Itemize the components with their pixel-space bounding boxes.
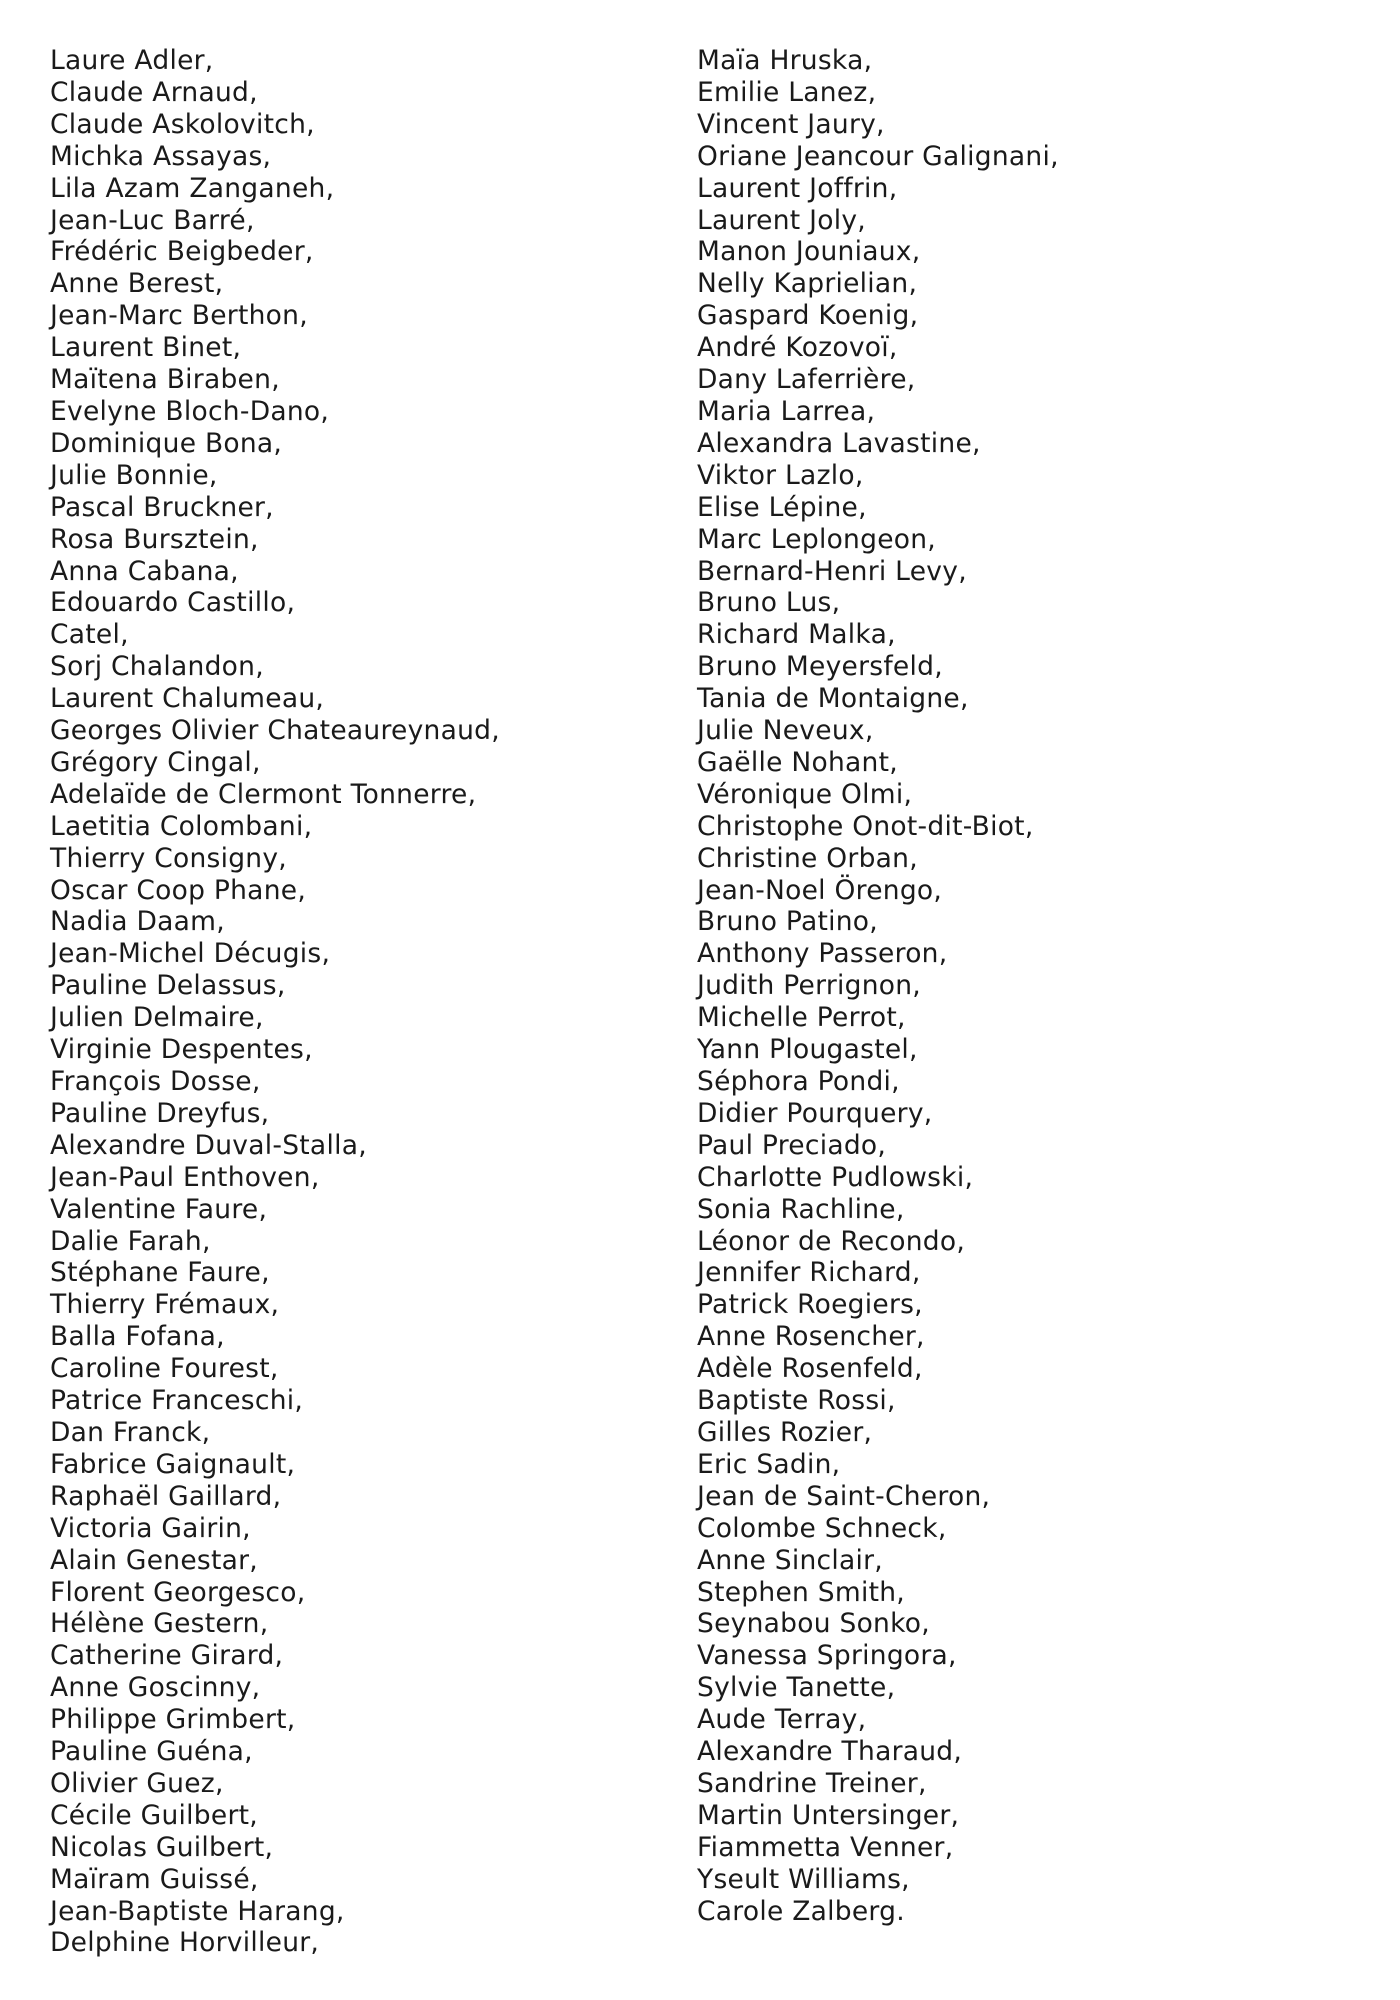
signatory-entry: Florent Georgesco, xyxy=(50,1576,306,1608)
signatory-entry: Yseult Williams, xyxy=(697,1863,910,1895)
signatory-entry: Marc Leplongeon, xyxy=(697,523,937,555)
signatory-entry: Maïram Guissé, xyxy=(50,1863,259,1895)
signatory-entry: Christophe Onot-dit-Biot, xyxy=(697,810,1034,842)
signatory-entry: Victoria Gairin, xyxy=(50,1512,251,1544)
signatory-entry: Jean-Luc Barré, xyxy=(50,204,255,236)
signatory-entry: Maria Larrea, xyxy=(697,395,876,427)
signatory-entry: Paul Preciado, xyxy=(697,1129,887,1161)
signatory-entry: Alexandre Duval-Stalla, xyxy=(50,1129,367,1161)
signatory-entry: Michelle Perrot, xyxy=(697,1002,906,1034)
signatory-entry: Lila Azam Zanganeh, xyxy=(50,172,335,204)
signatory-entry: Catel, xyxy=(50,619,129,651)
signatory-entry: Véronique Olmi, xyxy=(697,778,913,810)
signatory-entry: Charlotte Pudlowski, xyxy=(697,1161,974,1193)
signatory-entry: Laurent Chalumeau, xyxy=(50,683,325,715)
signatory-entry: Aude Terray, xyxy=(697,1704,867,1736)
signatory-entry: Laurent Binet, xyxy=(50,332,242,364)
signatory-entry: Evelyne Bloch-Dano, xyxy=(50,395,330,427)
signatory-entry: Jean-Baptiste Harang, xyxy=(50,1895,345,1927)
signatory-column-left xyxy=(0,45,650,1959)
signatory-entry: Dalie Farah, xyxy=(50,1225,211,1257)
signatory-entry: Maïa Hruska, xyxy=(697,45,873,76)
signatory-entry: Oscar Coop Phane, xyxy=(50,874,307,906)
signatory-entry: Fabrice Gaignault, xyxy=(50,1448,296,1480)
signatory-entry: Dan Franck, xyxy=(50,1416,211,1448)
signatory-entry: Martin Untersinger, xyxy=(697,1799,960,1831)
signatory-entry: Alain Genestar, xyxy=(50,1544,258,1576)
signatory-entry: Pauline Dreyfus, xyxy=(50,1097,270,1129)
signatory-entry: Adèle Rosenfeld, xyxy=(697,1353,923,1385)
signatory-entry: Hélène Gestern, xyxy=(50,1608,269,1640)
signatory-entry: Claude Askolovitch, xyxy=(50,108,315,140)
signatory-entry: Bernard-Henri Levy, xyxy=(697,555,967,587)
signatory-entry: Anne Berest, xyxy=(50,268,224,300)
signatory-entry: Gaspard Koenig, xyxy=(697,300,919,332)
signatory-entry: Nicolas Guilbert, xyxy=(50,1831,274,1863)
signatory-entry: Georges Olivier Chateaureynaud, xyxy=(50,715,500,747)
signatory-column-right xyxy=(650,45,1400,1927)
signatory-entry: Eric Sadin, xyxy=(697,1448,841,1480)
signatory-entry: Virginie Despentes, xyxy=(50,1034,313,1066)
signatory-entry: Caroline Fourest, xyxy=(50,1353,279,1385)
signatory-entry: Anne Sinclair, xyxy=(697,1544,883,1576)
signatory-entry: Pascal Bruckner, xyxy=(50,491,274,523)
signatory-entry: Michka Assayas, xyxy=(50,140,272,172)
signatory-entry: Grégory Cingal, xyxy=(50,746,261,778)
signatory-entry: Anna Cabana, xyxy=(50,555,239,587)
signatory-entry: Sonia Rachline, xyxy=(697,1193,905,1225)
signatory-entry: Jean-Paul Enthoven, xyxy=(50,1161,320,1193)
signatory-entry: Vincent Jaury, xyxy=(697,108,885,140)
signatory-entry: Sorj Chalandon, xyxy=(50,651,264,683)
signatory-entry: Baptiste Rossi, xyxy=(697,1385,896,1417)
signatory-entry: Bruno Meyersfeld, xyxy=(697,651,943,683)
signatory-entry: Jean-Michel Décugis, xyxy=(50,938,331,970)
signatory-entry: Laurent Joffrin, xyxy=(697,172,898,204)
signatory-entry: Anthony Passeron, xyxy=(697,938,948,970)
signatory-entry: Laure Adler, xyxy=(50,45,214,76)
signatory-entry: Vanessa Springora, xyxy=(697,1640,957,1672)
signatory-entry: Seynabou Sonko, xyxy=(697,1608,930,1640)
signatory-entry: Nadia Daam, xyxy=(50,906,225,938)
signatory-entry: Colombe Schneck, xyxy=(697,1512,947,1544)
signatory-entry: Sandrine Treiner, xyxy=(697,1767,927,1799)
signatory-entry: Cécile Guilbert, xyxy=(50,1799,258,1831)
signatory-entry: François Dosse, xyxy=(50,1066,261,1097)
signatory-entry: Edouardo Castillo, xyxy=(50,587,296,619)
signatory-columns xyxy=(0,45,1400,1959)
signatory-entry: Julie Neveux, xyxy=(697,715,874,747)
signatory-entry: Valentine Faure, xyxy=(50,1193,268,1225)
signatory-entry: Thierry Consigny, xyxy=(50,842,287,874)
signatory-entry: Anne Rosencher, xyxy=(697,1321,925,1353)
signatory-entry: Philippe Grimbert, xyxy=(50,1704,296,1736)
signatory-entry: Raphaël Gaillard, xyxy=(50,1480,282,1512)
signatory-entry: Catherine Girard, xyxy=(50,1640,284,1672)
signatory-entry: Fiammetta Venner, xyxy=(697,1831,954,1863)
signatory-entry: Manon Jouniaux, xyxy=(697,236,921,268)
signatory-entry: Dany Laferrière, xyxy=(697,364,916,396)
signatory-entry: Léonor de Recondo, xyxy=(697,1225,966,1257)
signatory-entry: Frédéric Beigbeder, xyxy=(50,236,314,268)
signatory-entry: Delphine Horvilleur, xyxy=(50,1927,320,1959)
signatory-entry: Laetitia Colombani, xyxy=(50,810,313,842)
signatory-entry: Didier Pourquery, xyxy=(697,1097,933,1129)
signatory-entry: Sylvie Tanette, xyxy=(697,1672,896,1704)
signatory-entry: Jean-Noel Örengo, xyxy=(697,874,943,906)
signatory-entry: Laurent Joly, xyxy=(697,204,866,236)
signatory-entry: Julie Bonnie, xyxy=(50,459,218,491)
signatory-entry: Balla Fofana, xyxy=(50,1321,225,1353)
signatory-entry: Pauline Delassus, xyxy=(50,970,286,1002)
signatory-entry: Christine Orban, xyxy=(697,842,918,874)
signatory-entry: Claude Arnaud, xyxy=(50,76,258,108)
signatory-entry: Elise Lépine, xyxy=(697,491,867,523)
signatory-entry: Bruno Patino, xyxy=(697,906,878,938)
signatory-entry: Stéphane Faure, xyxy=(50,1257,270,1289)
signatory-entry: Anne Goscinny, xyxy=(50,1672,261,1704)
signatory-entry: Nelly Kaprielian, xyxy=(697,268,918,300)
signatory-entry: Emilie Lanez, xyxy=(697,76,877,108)
signatory-entry: Stephen Smith, xyxy=(697,1576,905,1608)
signatory-entry: Gilles Rozier, xyxy=(697,1416,873,1448)
signatory-entry: Jean-Marc Berthon, xyxy=(50,300,308,332)
signatory-entry: André Kozovoï, xyxy=(697,332,898,364)
signatory-entry: Bruno Lus, xyxy=(697,587,841,619)
signatory-entry: Oriane Jeancour Galignani, xyxy=(697,140,1059,172)
signatory-entry: Patrick Roegiers, xyxy=(697,1289,923,1321)
signatory-entry: Julien Delmaire, xyxy=(50,1002,264,1034)
signatory-entry: Maïtena Biraben, xyxy=(50,364,280,396)
signatory-entry: Adelaïde de Clermont Tonnerre, xyxy=(50,778,477,810)
signatory-entry: Viktor Lazlo, xyxy=(697,459,864,491)
signatory-entry: Judith Perrignon, xyxy=(697,970,921,1002)
signatory-entry: Patrice Franceschi, xyxy=(50,1385,304,1417)
signatory-entry: Thierry Frémaux, xyxy=(50,1289,280,1321)
signatory-entry: Jennifer Richard, xyxy=(697,1257,921,1289)
signatory-entry: Jean de Saint-Cheron, xyxy=(697,1480,991,1512)
signatory-entry: Séphora Pondi, xyxy=(697,1066,900,1097)
signatory-entry: Olivier Guez, xyxy=(50,1767,224,1799)
signatory-entry: Yann Plougastel, xyxy=(697,1034,918,1066)
signatory-entry: Alexandre Tharaud, xyxy=(697,1736,963,1768)
signatory-entry: Tania de Montaigne, xyxy=(697,683,969,715)
signatory-entry: Rosa Bursztein, xyxy=(50,523,259,555)
signatory-entry: Pauline Guéna, xyxy=(50,1736,253,1768)
signatory-entry: Dominique Bona, xyxy=(50,427,283,459)
signatory-entry: Carole Zalberg. xyxy=(697,1895,905,1927)
signatory-entry: Gaëlle Nohant, xyxy=(697,746,898,778)
signatory-entry: Richard Malka, xyxy=(697,619,896,651)
signatory-entry: Alexandra Lavastine, xyxy=(697,427,981,459)
